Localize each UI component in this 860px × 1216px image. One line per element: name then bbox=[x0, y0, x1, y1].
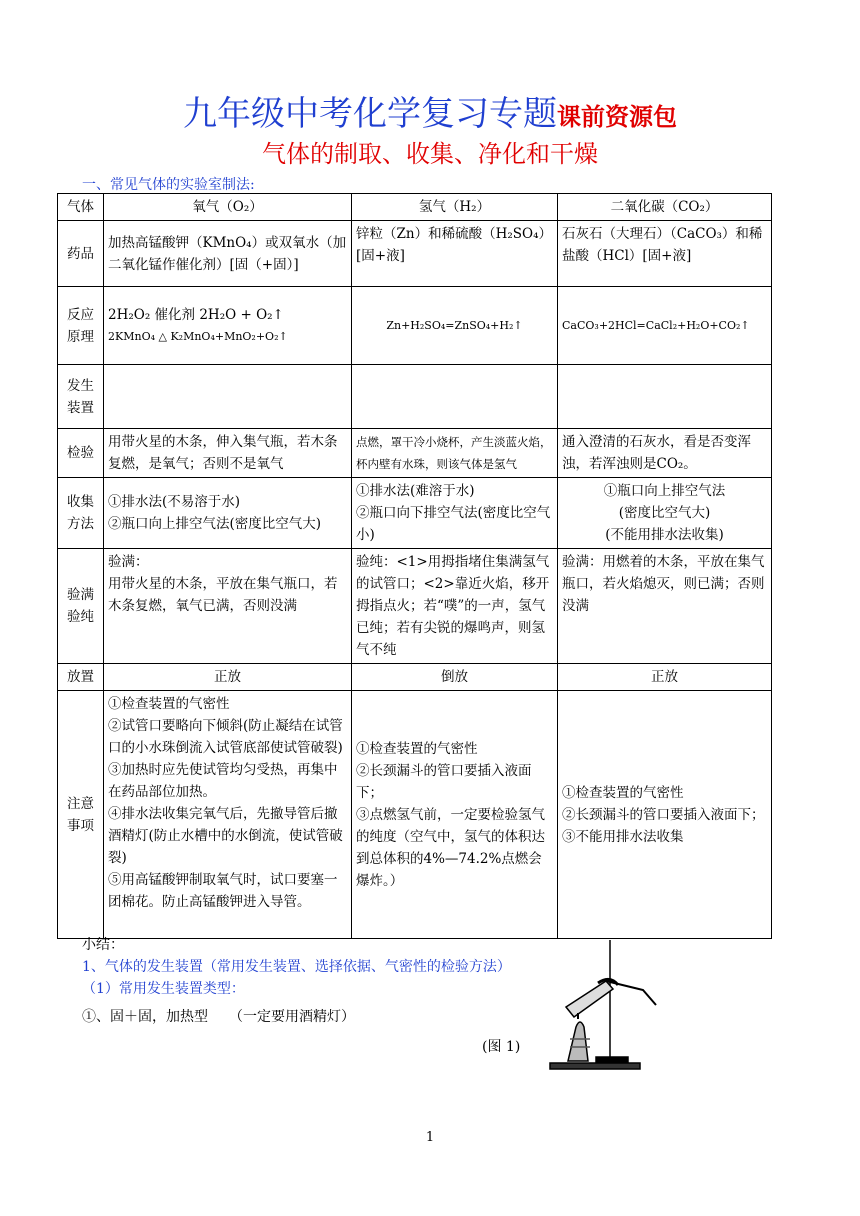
row-label: 检验 bbox=[58, 429, 104, 478]
equation-line: 2KMnO₄ △ K₂MnO₄+MnO₂+O₂↑ bbox=[108, 329, 288, 343]
table-cell bbox=[558, 365, 772, 429]
table-cell: ①检查装置的气密性 ②试管口要略向下倾斜(防止凝结在试管口的小水珠倒流入试管底部使试管破裂) ③加热时应先使试管均匀受热，再集中在药品部位加热。 ④排水法收集完氧气后，先撤导管后撤酒精灯(防止水槽中的水倒流，使试管破裂) ⑤用高锰酸钾制取氧气时，试口要塞一团棉花。防止高锰酸钾进入导管。 bbox=[104, 691, 352, 939]
table-row bbox=[58, 287, 772, 365]
table-row bbox=[58, 549, 772, 664]
summary-line: （1）常用发生装置类型： bbox=[82, 981, 245, 997]
subtitle: 气体的制取、收集、净化和干燥 bbox=[262, 140, 598, 168]
row-label: 验满验纯 bbox=[58, 549, 104, 664]
row-label: 药品 bbox=[58, 221, 104, 287]
table-row bbox=[58, 691, 772, 939]
title-main: 九年级中考化学复习专题 bbox=[183, 94, 557, 134]
page-title bbox=[0, 86, 860, 135]
table-cell: 通入澄清的石灰水，看是否变浑浊，若浑浊则是CO₂。 bbox=[558, 429, 772, 478]
row-label: 放置 bbox=[58, 664, 104, 691]
table-row bbox=[58, 221, 772, 287]
figure-caption: (图 1) bbox=[482, 1039, 521, 1055]
table-cell: 验纯：<1>用拇指堵住集满氢气的试管口；<2>靠近火焰，移开拇指点火；若“噗”的一声，氢气已纯；若有尖锐的爆鸣声，则氢气不纯 bbox=[352, 549, 558, 664]
table-cell: 验满： 用带火星的木条，平放在集气瓶口，若木条复燃，氧气已满，否则没满 bbox=[104, 549, 352, 664]
table-cell: 正放 bbox=[104, 664, 352, 691]
table-cell bbox=[352, 365, 558, 429]
gas-preparation-table bbox=[57, 193, 772, 939]
summary-line: ①、固＋固，加热型 （一定要用酒精灯） bbox=[82, 1009, 355, 1025]
table-row bbox=[58, 429, 772, 478]
table-row bbox=[58, 664, 772, 691]
table-cell: 加热高锰酸钾（KMnO₄）或双氧水（加二氧化锰作催化剂）[固（+固）] bbox=[104, 221, 352, 287]
table-cell bbox=[104, 287, 352, 365]
table-cell: 石灰石（大理石）（CaCO₃）和稀盐酸（HCl）[固+液] bbox=[558, 221, 772, 287]
table-cell: ①排水法(不易溶于水) ②瓶口向上排空气法(密度比空气大) bbox=[104, 478, 352, 549]
table-cell: CaCO₃+2HCl=CaCl₂+H₂O+CO₂↑ bbox=[558, 287, 772, 365]
table-cell: ①瓶口向上排空气法 (密度比空气大) (不能用排水法收集) bbox=[558, 478, 772, 549]
page-number: 1 bbox=[425, 1130, 435, 1145]
summary-label: 小结： bbox=[82, 937, 124, 953]
table-cell: 倒放 bbox=[352, 664, 558, 691]
table-header-row bbox=[58, 194, 772, 221]
table-row bbox=[58, 478, 772, 549]
heating-apparatus-figure bbox=[548, 935, 673, 1073]
header-cell: 气体 bbox=[58, 194, 104, 221]
row-label: 发生装置 bbox=[58, 365, 104, 429]
table-cell: 点燃，罩干冷小烧杯，产生淡蓝火焰，杯内壁有水珠，则该气体是氢气 bbox=[352, 429, 558, 478]
table-row bbox=[58, 365, 772, 429]
table-cell: 用带火星的木条，伸入集气瓶，若木条复燃，是氧气；否则不是氧气 bbox=[104, 429, 352, 478]
summary-line: 1、气体的发生装置（常用发生装置、选择依据、气密性的检验方法） bbox=[82, 959, 511, 975]
table-cell: ①检查装置的气密性 ②长颈漏斗的管口要插入液面下； ③点燃氢气前，一定要检验氢气的纯度（空气中，氢气的体积达到总体积的4%—74.2%点燃会爆炸。） bbox=[352, 691, 558, 939]
table-cell: 正放 bbox=[558, 664, 772, 691]
header-cell: 氧气（O₂） bbox=[104, 194, 352, 221]
table-cell: 锌粒（Zn）和稀硫酸（H₂SO₄）[固+液] bbox=[352, 221, 558, 287]
header-cell: 二氧化碳（CO₂） bbox=[558, 194, 772, 221]
table-cell: ①排水法(难溶于水) ②瓶口向下排空气法(密度比空气小) bbox=[352, 478, 558, 549]
row-label: 收集方法 bbox=[58, 478, 104, 549]
title-tag: 课前资源包 bbox=[557, 102, 677, 131]
table-cell: 验满：用燃着的木条，平放在集气瓶口，若火焰熄灭，则已满；否则没满 bbox=[558, 549, 772, 664]
table-cell: ①检查装置的气密性 ②长颈漏斗的管口要插入液面下； ③不能用排水法收集 bbox=[558, 691, 772, 939]
header-cell: 氢气（H₂） bbox=[352, 194, 558, 221]
table-cell bbox=[104, 365, 352, 429]
section-heading: 一、常见气体的实验室制法: bbox=[82, 177, 255, 193]
equation-line: 2H₂O₂ 催化剂 2H₂O + O₂↑ bbox=[108, 306, 284, 323]
row-label: 反应原理 bbox=[58, 287, 104, 365]
row-label: 注意事项 bbox=[58, 691, 104, 939]
table-cell: Zn+H₂SO₄=ZnSO₄+H₂↑ bbox=[352, 287, 558, 365]
